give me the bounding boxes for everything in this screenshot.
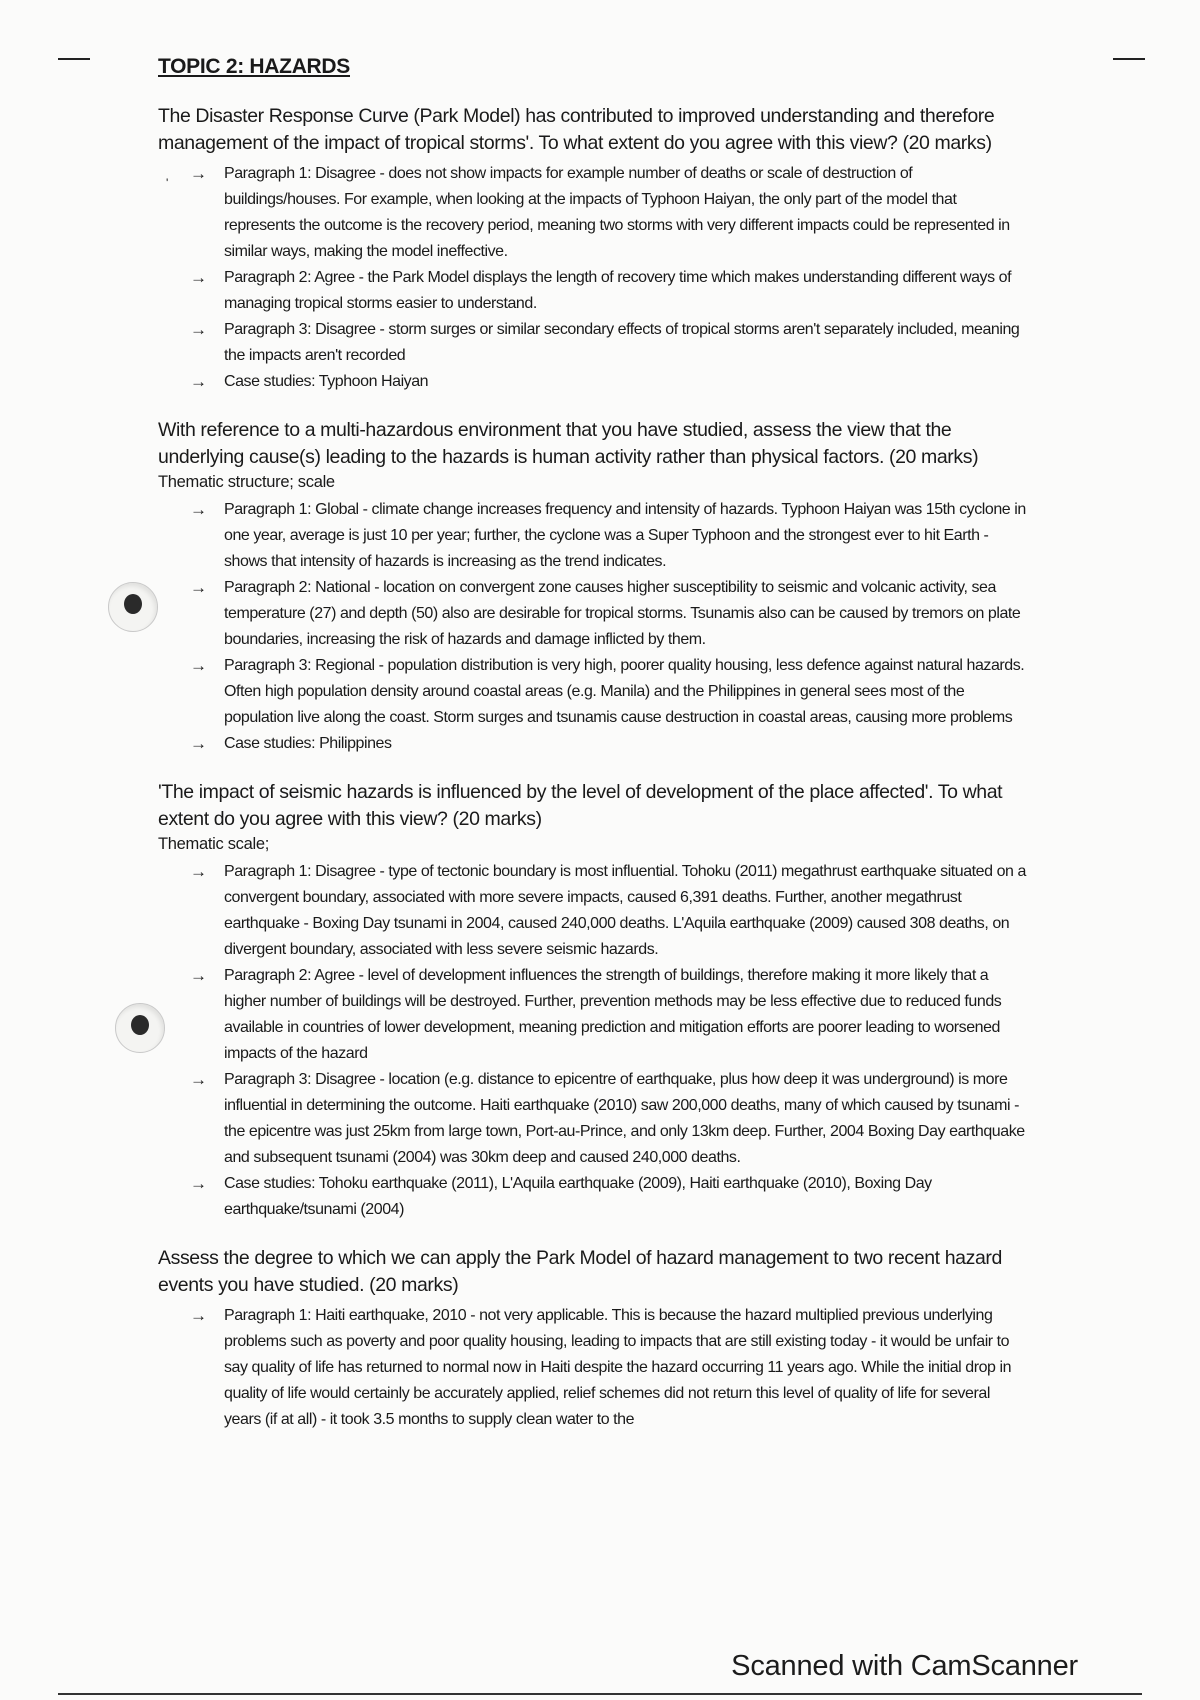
question-text: With reference to a multi-hazardous environment that you have studied, assess the view that the underlying cause(s) leading to the hazards is human activity rather than physical factors. (20 marks)	[158, 419, 979, 468]
list-item	[190, 653, 1030, 731]
arrow-right-icon: →	[190, 268, 207, 287]
page-title: TOPIC 2: HAZARDS	[158, 55, 350, 78]
list-item	[190, 317, 1030, 369]
arrow-right-icon: →	[190, 734, 207, 753]
list-item	[190, 161, 1030, 265]
arrow-right-icon: →	[190, 966, 207, 985]
point-text: Case studies: Philippines	[224, 735, 392, 752]
list-item	[190, 731, 1030, 757]
point-text: Case studies: Typhoon Haiyan	[224, 373, 429, 390]
point-list	[158, 161, 1030, 395]
question-text: The Disaster Response Curve (Park Model) has contributed to improved understanding and therefore management of the impact of tropical storms'. To what extent do you agree with this view? (20 marks)	[158, 105, 995, 154]
list-item	[190, 1303, 1030, 1433]
document-body	[158, 55, 1030, 1455]
structure-label: Thematic scale;	[158, 835, 270, 853]
right-crop-mark	[1113, 58, 1145, 60]
arrow-right-icon: →	[190, 1306, 207, 1325]
question-section	[158, 779, 1030, 1223]
list-item	[190, 265, 1030, 317]
list-item	[190, 859, 1030, 963]
list-item	[190, 1067, 1030, 1171]
point-text: Paragraph 1: Disagree - type of tectonic boundary is most influential. Tohoku (2011) megathrust earthquake situated on a convergent boundary, associated with more severe impacts, caused 6,391 deaths. Further, another megathrust earthquake - Boxing Day tsunami in 2004, caused 240,000 deaths. L'Aquila earthquake (2009) caused 308 deaths, on divergent boundary, associated with less severe seismic hazards.	[224, 863, 1026, 958]
point-list	[158, 1303, 1030, 1433]
question-section	[158, 103, 1030, 395]
list-item	[190, 497, 1030, 575]
point-text: Paragraph 2: Agree - the Park Model displays the length of recovery time which makes understanding different ways of managing tropical storms easier to understand.	[224, 269, 1012, 312]
arrow-right-icon: →	[190, 1174, 207, 1193]
punch-hole-upper	[108, 582, 158, 632]
point-text: Paragraph 3: Disagree - location (e.g. distance to epicentre of earthquake, plus how deep it was underground) is more influential in determining the outcome. Haiti earthquake (2010) saw 200,000 deaths, many of which caused by tsunami - the epicentre was just 25km from large town, Port-au-Prince, and only 13km deep. Further, 2004 Boxing Day earthquake and subsequent tsunami (2004) was 30km deep and caused 240,000 deaths.	[224, 1071, 1025, 1166]
point-list	[158, 859, 1030, 1223]
scanner-watermark: Scanned with CamScanner	[731, 1650, 1078, 1682]
arrow-right-icon: →	[190, 164, 207, 183]
point-text: Paragraph 1: Disagree - does not show impacts for example number of deaths or scale of destruction of buildings/houses. For example, when looking at the impacts of Typhoon Haiyan, the only part of the model that represents the outcome is the recovery period, meaning two storms with very different impacts could be represented in similar ways, making the model ineffective.	[224, 165, 1010, 260]
list-item	[190, 575, 1030, 653]
bottom-rule	[58, 1693, 1142, 1695]
point-text: Paragraph 3: Disagree - storm surges or similar secondary effects of tropical storms aren't separately included, meaning the impacts aren't recorded	[224, 321, 1020, 364]
list-item	[190, 1171, 1030, 1223]
arrow-right-icon: →	[190, 500, 207, 519]
arrow-right-icon: →	[190, 656, 207, 675]
list-item	[190, 369, 1030, 395]
point-text: Paragraph 2: Agree - level of development influences the strength of buildings, therefore making it more likely that a higher number of buildings will be destroyed. Further, prevention methods may be less effective due to reduced funds available in countries of lower development, meaning prediction and mitigation efforts are poorer leading to worsened impacts of the hazard	[224, 967, 1002, 1062]
question-text: 'The impact of seismic hazards is influenced by the level of development of the place affected'. To what extent do you agree with this view? (20 marks)	[158, 781, 1003, 830]
arrow-right-icon: →	[190, 372, 207, 391]
arrow-right-icon: →	[190, 578, 207, 597]
arrow-right-icon: →	[190, 1070, 207, 1089]
list-item	[190, 963, 1030, 1067]
point-list	[158, 497, 1030, 757]
structure-label: Thematic structure; scale	[158, 473, 335, 491]
point-text: Paragraph 2: National - location on convergent zone causes higher susceptibility to seismic and volcanic activity, sea temperature (27) and depth (50) also are desirable for tropical storms. Tsunamis also can be caused by tremors on plate boundaries, increasing the risk of hazards and damage inflicted by them.	[224, 579, 1021, 648]
question-section	[158, 417, 1030, 757]
arrow-right-icon: →	[190, 320, 207, 339]
point-text: Case studies: Tohoku earthquake (2011), L'Aquila earthquake (2009), Haiti earthquake (2010), Boxing Day earthquake/tsunami (2004)	[224, 1175, 932, 1218]
arrow-right-icon: →	[190, 862, 207, 881]
question-text: Assess the degree to which we can apply the Park Model of hazard management to two recent hazard events you have studied. (20 marks)	[158, 1247, 1002, 1296]
point-text: Paragraph 1: Global - climate change increases frequency and intensity of hazards. Typhoon Haiyan was 15th cyclone in one year, average is just 10 per year; further, the cyclone was a Super Typhoon and the strongest ever to hit Earth - shows that intensity of hazards is increasing as the trend indicates.	[224, 501, 1026, 570]
left-crop-mark	[58, 58, 90, 60]
point-text: Paragraph 1: Haiti earthquake, 2010 - not very applicable. This is because the hazard multiplied previous underlying problems such as poverty and poor quality housing, leading to impacts that are still existing today - it would be unfair to say quality of life has returned to normal now in Haiti despite the hazard occurring 11 years ago. While the initial drop in quality of life would certainly be accurately applied, relief schemes did not return this level of quality of life for several years (if at all) - it took 3.5 months to supply clean water to the	[224, 1307, 1012, 1428]
stray-tick-mark: '	[166, 176, 169, 190]
question-section	[158, 1245, 1030, 1433]
point-text: Paragraph 3: Regional - population distribution is very high, poorer quality housing, less defence against natural hazards. Often high population density around coastal areas (e.g. Manila) and the Philippines in general sees most of the population live along the coast. Storm surges and tsunamis cause destruction in coastal areas, causing more problems	[224, 657, 1025, 726]
